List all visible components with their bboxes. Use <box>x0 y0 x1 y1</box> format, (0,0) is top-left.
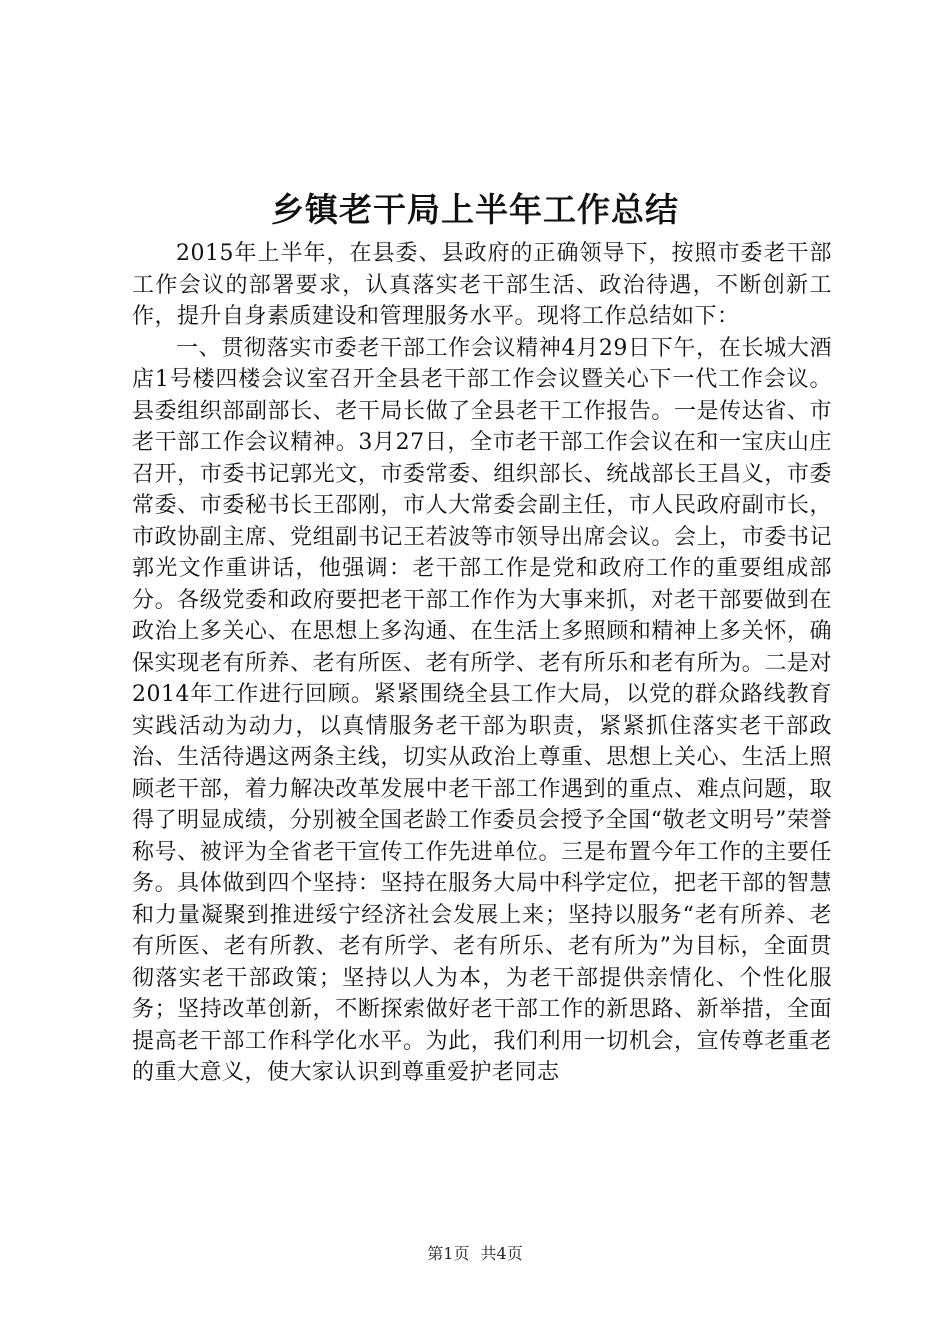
page-number-current: 第1页 <box>427 1244 470 1263</box>
page-footer <box>0 1244 950 1264</box>
paragraph-section-1: 一、贯彻落实市委老干部工作会议精神4月29日下午，在长城大酒店1号楼四楼会议室召开全县老干部工作会议暨关心下一代工作会议。县委组织部副部长、老干局长做了全县老干工作报告。一是传达省、市老干部工作会议精神。3月27日，全市老干部工作会议在和一宝庆山庄召开，市委书记郭光文，市委常委、组织部长、统战部长王昌义，市委常委、市委秘书长王邵刚，市人大常委会副主任，市人民政府副市长，市政协副主席、党组副书记王若波等市领导出席会议。会上，市委书记郭光文作重讲话，他强调：老干部工作是党和政府工作的重要组成部分。各级党委和政府要把老干部工作作为大事来抓，对老干部要做到在政治上多关心、在思想上多沟通、在生活上多照顾和精神上多关怀，确保实现老有所养、老有所医、老有所学、老有所乐和老有所为。二是对2014年工作进行回顾。紧紧围绕全县工作大局，以党的群众路线教育实践活动为动力，以真情服务老干部为职责，紧紧抓住落实老干部政治、生活待遇这两条主线，切实从政治上尊重、思想上关心、生活上照顾老干部，着力解决改革发展中老干部工作遇到的重点、难点问题，取得了明显成绩，分别被全国老龄工作委员会授予全国“敬老文明号”荣誉称号、被评为全省老干宣传工作先进单位。三是布置今年工作的主要任务。具体做到四个坚持：坚持在服务大局中科学定位，把老干部的智慧和力量凝聚到推进绥宁经济社会发展上来；坚持以服务“老有所养、老有所医、老有所教、老有所学、老有所乐、老有所为”为目标，全面贯彻落实老干部政策；坚持以人为本，为老干部提供亲情化、个性化服务；坚持改革创新，不断探索做好老干部工作的新思路、新举措，全面提高老干部工作科学化水平。为此，我们利用一切机会，宣传尊老重老的重大意义，使大家认识到尊重爱护老同志 <box>132 335 832 1085</box>
document-body <box>132 238 832 1089</box>
document-title: 乡镇老干局上半年工作总结 <box>271 190 679 229</box>
page-number-total: 共4页 <box>480 1244 523 1263</box>
paragraph-intro: 2015年上半年，在县委、县政府的正确领导下，按照市委老干部工作会议的部署要求，认真落实老干部生活、政治待遇，不断创新工作，提升自身素质建设和管理服务水平。现将工作总结如下： <box>132 241 832 329</box>
